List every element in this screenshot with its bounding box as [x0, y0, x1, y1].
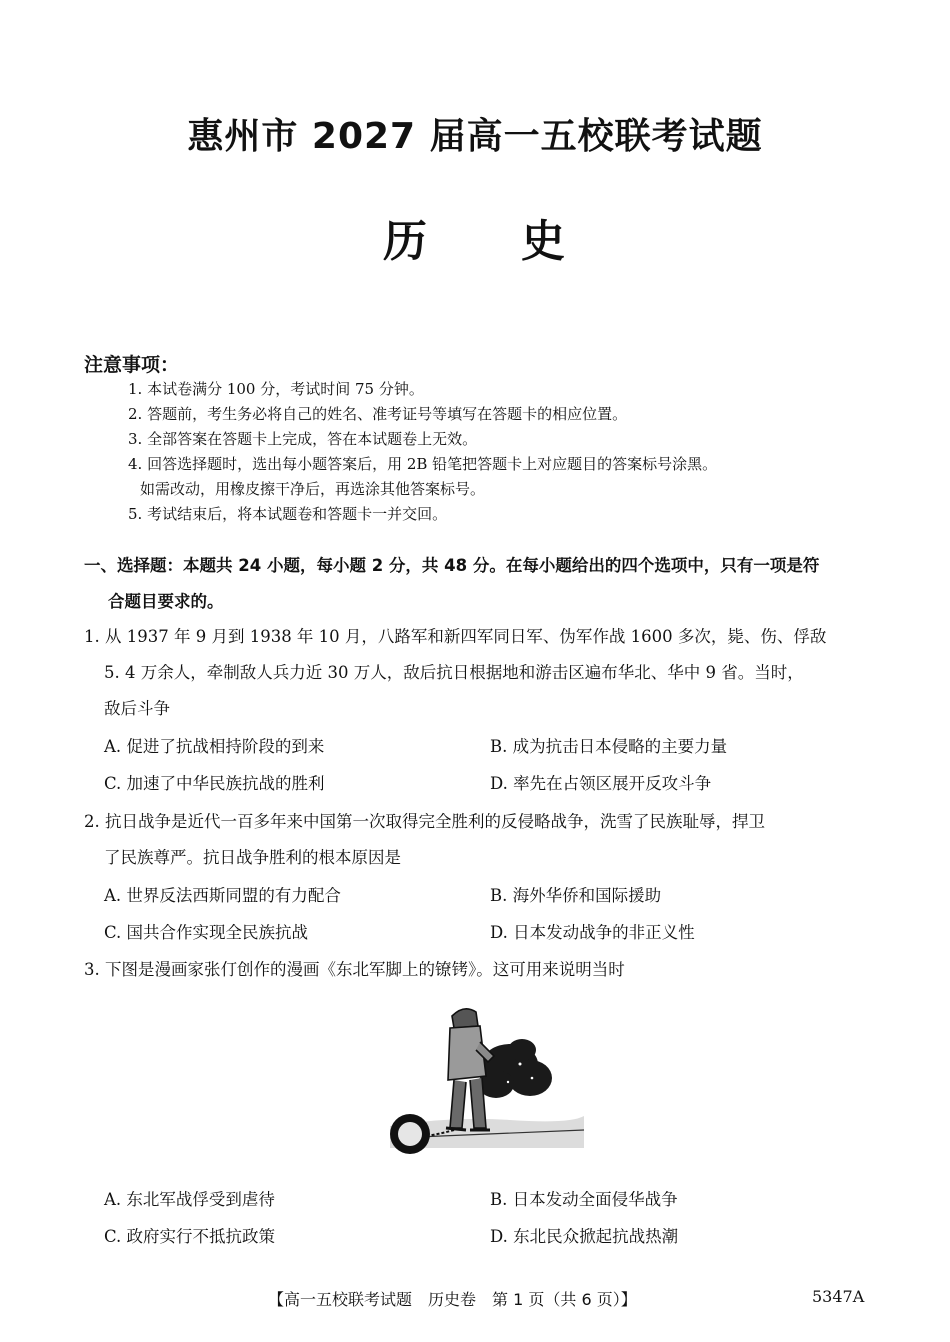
option-d: D. 东北民众掀起抗战热潮 [490, 1227, 679, 1246]
stem-line: 1. 从 1937 年 9 月到 1938 年 10 月，八路军和新四军同日军、伪军作战 1600 多次，毙、伤、俘敌 [84, 627, 827, 646]
section-heading [84, 548, 874, 620]
option-b: B. 日本发动全面侵华战争 [490, 1190, 678, 1209]
subject-title: 历 史 [383, 216, 567, 267]
notice-item: 3. 全部答案在答题卡上完成，答在本试题卷上无效。 [128, 430, 478, 448]
option-b: B. 成为抗击日本侵略的主要力量 [490, 737, 728, 756]
smoke-cloud [478, 1039, 552, 1098]
option-a: A. 世界反法西斯同盟的有力配合 [104, 886, 341, 905]
option-c: C. 加速了中华民族抗战的胜利 [104, 774, 325, 793]
option-d: D. 日本发动战争的非正义性 [490, 923, 695, 942]
option-a: A. 东北军战俘受到虐待 [104, 1190, 275, 1209]
question-3-stem [84, 952, 874, 988]
option-b: B. 海外华侨和国际援助 [490, 886, 662, 905]
notice-item: 1. 本试卷满分 100 分，考试时间 75 分钟。 [128, 380, 424, 398]
notice-heading: 注意事项： [84, 354, 180, 376]
stem-line: 敌后斗争 [104, 699, 170, 718]
exam-title: 惠州市 2027 届高一五校联考试题 [187, 116, 763, 157]
section-heading-line: 合题目要求的。 [108, 592, 224, 611]
question-1-stem [84, 619, 874, 727]
question-1-options [104, 728, 874, 802]
stem-line: 3. 下图是漫画家张仃创作的漫画《东北军脚上的镣铐》。这可用来说明当时 [84, 960, 625, 979]
option-d: D. 率先在占领区展开反攻斗争 [490, 774, 712, 793]
stem-line: 5. 4 万余人，牵制敌人兵力近 30 万人，敌后抗日根据地和游击区遍布华北、华中 9 省。当时， [104, 663, 804, 682]
question-2-stem [84, 804, 874, 876]
notice-item: 5. 考试结束后，将本试题卷和答题卡一并交回。 [128, 505, 448, 523]
notice-list [128, 377, 888, 527]
notice-item: 4. 回答选择题时，选出每小题答案后，用 2B 铅笔把答题卡上对应题目的答案标号涂黑。 [128, 455, 718, 473]
page-footer: 【高一五校联考试题 历史卷 第 1 页（共 6 页）】 [268, 1290, 637, 1309]
section-heading-line: 一、选择题：本题共 24 小题，每小题 2 分，共 48 分。在每小题给出的四个选项中，只有一项是符 [84, 556, 820, 575]
ball-emblem-shape [398, 1122, 422, 1146]
option-a: A. 促进了抗战相持阶段的到来 [104, 737, 325, 756]
question-2-options [104, 877, 874, 951]
stem-line: 了民族尊严。抗日战争胜利的根本原因是 [104, 848, 401, 867]
notice-item: 2. 答题前，考生务必将自己的姓名、准考证号等填写在答题卡的相应位置。 [128, 405, 628, 423]
stem-line: 2. 抗日战争是近代一百多年来中国第一次取得完全胜利的反侵略战争，洗雪了民族耻辱，捍卫 [84, 812, 765, 831]
cartoon-illustration [370, 998, 586, 1158]
option-c: C. 政府实行不抵抗政策 [104, 1227, 276, 1246]
question-3-options [104, 1181, 874, 1255]
notice-item: 如需改动，用橡皮擦干净后，再选涂其他答案标号。 [140, 480, 486, 498]
option-c: C. 国共合作实现全民族抗战 [104, 923, 309, 942]
paper-code: 5347A [812, 1287, 865, 1306]
